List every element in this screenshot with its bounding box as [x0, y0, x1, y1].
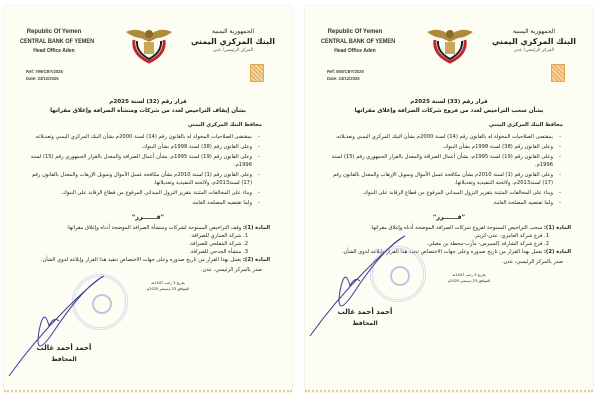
- country-en: Republic Of Yemen: [327, 29, 383, 35]
- items-list: [26, 232, 248, 256]
- list-item: 2. فرع شركة الشارقة إكسبرس- مأرب-محطة بن معيلي.: [426, 241, 549, 247]
- qr-code-icon: [250, 64, 264, 82]
- arabic-letterhead: [489, 28, 579, 53]
- preamble-list: [26, 133, 260, 207]
- list-item: 1. فرع شركة العامري- عدن-كريتر.: [473, 233, 549, 239]
- bank-name-en: CENTRAL BANK OF YEMEN: [321, 38, 396, 45]
- preamble-item: - وعلى القانون رقم (38) لسنة 1998م بشأن البنوك.: [26, 143, 260, 151]
- decree-subject: بشأن سحب التراخيص لعدد من فروع شركات الصرافة وإغلاق مقراتها: [354, 108, 544, 114]
- bank-name-en: CENTRAL BANK OF YEMEN: [20, 38, 95, 45]
- article-2-text: يعمل بهذا القرار من تاريخ صدوره وعلى جهات الاختصاص تنفيذ هذا القرار وإبلاغه لذوي الشأن.: [40, 257, 242, 263]
- preamble-item: - بمقتضى الصلاحيات المخولة له بالقانون رقم (14) لسنة 2000م بشأن البنك المركزي اليمني وتعديلاته.: [327, 133, 561, 141]
- article-1-label: المادة (1):: [543, 225, 571, 231]
- issued-at: صدر بالمركز الرئيسي، عدن.: [200, 267, 262, 273]
- bank-name-ar: البنك المركزي اليمني: [491, 37, 577, 46]
- decree-heading: "قــــــرر": [131, 213, 165, 221]
- preamble-item: - وعلى القانون رقم (38) لسنة 1998م بشأن البنوك.: [327, 143, 561, 151]
- decree-title: قرار رقم (32) لسنة 2025م: [109, 99, 187, 105]
- arabic-letterhead: [188, 28, 278, 53]
- preamble-item: - وعلى القانون رقم (1) لسنة 2010م بشأن مكافحة غسل الأموال وتمويل الإرهاب والمعدل بالقانون رقم (17) لسنة2013م، ولائحته التنفيذية وتعديلاتها.: [327, 171, 561, 187]
- hijri-date: بتاريخ 3 رجب 1447هـ: [151, 281, 185, 285]
- preamble-item: - بمقتضى الصلاحيات المخولة له بالقانون رقم (14) لسنة 2000م بشأن البنك المركزي اليمني وتعديلاته.: [26, 133, 260, 141]
- decree-document: [4, 6, 292, 392]
- office-en: Head Office Aden: [33, 48, 75, 54]
- signature-block: [24, 344, 104, 363]
- signer-title: المحافظ: [51, 356, 77, 363]
- reference-block: [26, 68, 63, 82]
- list-item: 3. منشأة الجدحي للصرافة.: [189, 249, 248, 255]
- office-ar: المركز الرئيسي/ عدن: [513, 48, 555, 53]
- decree-title: قرار رقم (33) لسنة 2025م: [410, 99, 488, 105]
- signature-block: [325, 308, 405, 327]
- article-1-text: سحب التراخيص الممنوحة لفروع شركات الصرافة الموضحة أدناه وإغلاق مقراتها:: [370, 225, 543, 231]
- decree-document: [305, 6, 593, 392]
- preamble-item: - وعلى القانون رقم (19) لسنة 1995م، بشأن أعمال الصرافة والمعدل بالقرار الجمهوري رقم (15) لسنة 1996م.: [327, 153, 561, 169]
- country-ar: الجمهورية اليمنية: [211, 28, 254, 35]
- yemen-eagle-emblem-icon: [124, 24, 174, 64]
- decree-body: [26, 98, 270, 292]
- preamble-item: - وبناء على المخالفات المثبتة بتقرير النزول الميداني المرفوع من قطاع الرقابة على البنوك.: [26, 189, 260, 197]
- preamble-item: - وبناء على المخالفات المثبتة بتقرير النزول الميداني المرفوع من قطاع الرقابة على البنوك.: [327, 189, 561, 197]
- article-2-label: المادة (2):: [543, 249, 571, 255]
- english-letterhead: [315, 29, 395, 54]
- governor-line: محافظ البنك المركزي اليمني: [488, 122, 563, 128]
- qr-code-icon: [551, 64, 565, 82]
- preamble-list: [327, 133, 561, 207]
- reference-block: [327, 68, 364, 82]
- reference-number: Ref: 799/CBY/2025: [26, 69, 63, 74]
- reference-number: Ref: 800/CBY/2025: [327, 69, 364, 74]
- document-date: Date: 23/12/2025: [327, 76, 360, 81]
- list-item: 1. شركة العماري للصرافة.: [189, 233, 248, 239]
- signer-name: أحمد أحمد غالب: [337, 308, 393, 316]
- article-1-text: وقف التراخيص الممنوحة لشركات ومنشأة الصرافة الموضحة أدناه وإغلاق مقراتها:: [66, 225, 242, 231]
- decree-subject: بشأن إيقاف التراخيص لعدد من شركات ومنشأة الصرافة وإغلاق مقراتها: [50, 108, 246, 114]
- hijri-date: بتاريخ 3 رجب 1447هـ: [452, 273, 486, 277]
- article-2-text: يعمل بهذا القرار من تاريخ صدوره وعلى جهات الاختصاص تنفيذ هذا القرار وإبلاغه لذوي الشأن.: [341, 249, 543, 255]
- office-ar: المركز الرئيسي/ عدن: [212, 48, 254, 53]
- article-1: [26, 224, 270, 232]
- preamble-item: - ولما تقتضيه المصلحة العامة.: [327, 199, 561, 207]
- article-1-label: المادة (1):: [242, 225, 270, 231]
- issued-at: صدر بالمركز الرئيسي، عدن.: [501, 259, 563, 265]
- governor-line: محافظ البنك المركزي اليمني: [187, 122, 262, 128]
- country-ar: الجمهورية اليمنية: [512, 28, 555, 35]
- office-en: Head Office Aden: [334, 48, 376, 54]
- gregorian-date: الموافق 23 ديسمبر 2025م: [447, 279, 491, 283]
- article-2-label: المادة (2):: [242, 257, 270, 263]
- preamble-item: - ولما تقتضيه المصلحة العامة.: [26, 199, 260, 207]
- english-letterhead: [14, 29, 94, 54]
- signer-name: أحمد أحمد غالب: [36, 344, 92, 352]
- preamble-item: - وعلى القانون رقم (19) لسنة 1995م، بشأن أعمال الصرافة والمعدل بالقرار الجمهوري رقم (15) لسنة 1996م.: [26, 153, 260, 169]
- bank-name-ar: البنك المركزي اليمني: [190, 37, 276, 46]
- document-date: Date: 23/12/2025: [26, 76, 59, 81]
- list-item: 2. شركة المفلحي للصرافة.: [188, 241, 248, 247]
- decree-heading: "قــــــرر": [432, 213, 466, 221]
- preamble-item: - وعلى القانون رقم (1) لسنة 2010م بشأن مكافحة غسل الأموال وتمويل الإرهاب والمعدل بالقانون رقم (17) لسنة2013م، ولائحته التنفيذية وتعديلاتها.: [26, 171, 260, 187]
- gregorian-date: الموافق 23 ديسمبر 2025م: [146, 287, 190, 291]
- signature-icon: [4, 271, 114, 381]
- country-en: Republic Of Yemen: [26, 29, 82, 35]
- article-2: [26, 256, 270, 264]
- signer-title: المحافظ: [352, 320, 378, 327]
- yemen-eagle-emblem-icon: [425, 24, 475, 64]
